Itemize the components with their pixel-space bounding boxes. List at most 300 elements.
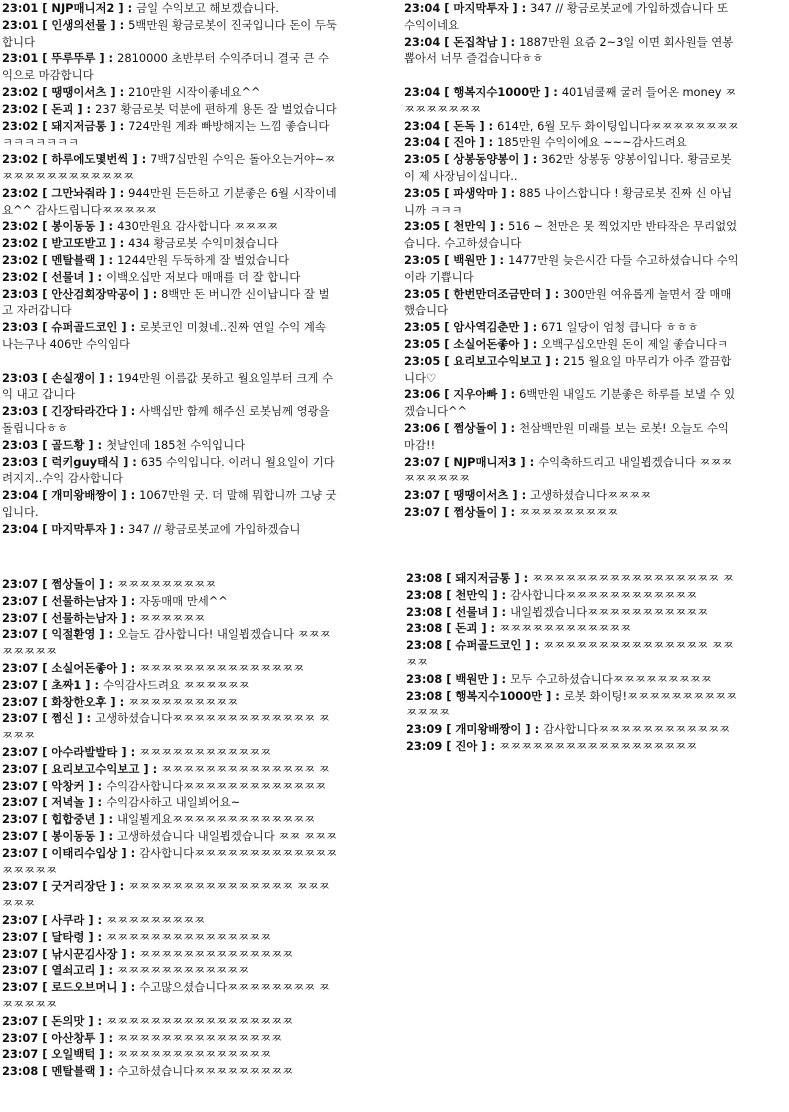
message-author: 마지막투자 — [453, 1, 509, 15]
message-header: 23:02 [ 받고또받고 ] : — [2, 236, 129, 251]
chat-log-panel-top-left — [2, 0, 338, 536]
message-author: 화창한오후 — [51, 694, 107, 709]
message-header: 23:04 [ 진아 ] : — [404, 135, 498, 150]
message-header: 23:07 [ 땡땡이서츠 ] : — [404, 488, 531, 503]
message-header: 23:09 [ 진아 ] : — [406, 738, 500, 753]
message-author: 땡땡이서츠 — [453, 488, 509, 503]
message-gap — [2, 353, 338, 370]
message-header: 23:07 [ 악창커 ] : — [2, 778, 107, 793]
message-author: 진아 — [455, 738, 478, 753]
message-author: 돈의맛 — [51, 1013, 85, 1028]
message-header: 23:07 [ 소실어돈좋아 ] : — [2, 660, 140, 675]
message-time: 23:07 — [2, 929, 39, 944]
message-header: 23:07 [ 봉이동동 ] : — [2, 828, 118, 843]
chat-message — [2, 437, 338, 454]
message-author: 낚시꾼김사장 — [51, 946, 118, 961]
message-header: 23:03 [ 손실쟁이 ] : — [2, 370, 118, 385]
message-author: 소실어돈좋아 — [51, 660, 118, 675]
message-header: 23:08 [ 선물녀 ] : — [406, 604, 511, 619]
chat-message — [2, 235, 338, 252]
message-header: 23:02 [ 돈괴 ] : — [2, 101, 96, 116]
chat-log-messages — [406, 570, 742, 755]
message-header: 23:01 [ 뚜루뚜루 ] : — [2, 51, 118, 66]
message-time: 23:06 — [404, 387, 441, 402]
message-time: 23:01 — [2, 17, 39, 32]
message-time: 23:07 — [2, 610, 39, 625]
chat-message — [406, 738, 742, 755]
message-header: 23:07 [ 쩜신 ] : — [2, 711, 96, 726]
message-header: 23:07 [ 아수라발발타 ] : — [2, 744, 140, 759]
message-text: 금일 수익보고 해보겠습니다. — [136, 1, 280, 15]
message-text: ㅉㅉㅉㅉㅉㅉㅉㅉㅉㅉㅉㅉㅉㅉㅉ — [139, 660, 305, 675]
message-time: 23:02 — [2, 236, 39, 251]
message-author: 뚜루뚜루 — [51, 51, 96, 66]
message-text: 347 // 황금로봇교에 가입하겠습니 — [128, 521, 301, 536]
chat-message — [2, 403, 338, 437]
message-header: 23:04 [ 돈집착남 ] : — [404, 34, 520, 49]
chat-message — [404, 336, 740, 353]
message-time: 23:08 — [406, 571, 443, 585]
message-header: 23:07 [ 돈의맛 ] : — [2, 1013, 107, 1028]
message-time: 23:02 — [2, 219, 39, 234]
message-header: 23:07 [ 쩜상돌이 ] : — [404, 504, 520, 519]
message-text: 5백만원 황금로봇이 진국입니다 돈이 두둑합니다 — [2, 17, 337, 49]
message-author: 힙합중년 — [51, 812, 96, 827]
message-time: 23:07 — [2, 627, 39, 642]
message-text: 사백십만 함께 해주신 로봇님께 영광을 돌립니다ㅎㅎ — [2, 404, 330, 435]
message-author: 인생의선물 — [51, 17, 107, 32]
chat-message — [2, 610, 338, 627]
message-time: 23:08 — [406, 604, 443, 619]
message-header: 23:07 [ 힙합중년 ] : — [2, 812, 118, 827]
chat-message — [2, 319, 338, 353]
message-time: 23:07 — [2, 828, 39, 843]
message-time: 23:07 — [2, 1030, 39, 1045]
message-author: 받고또받고 — [51, 236, 107, 251]
message-author: 소실어돈좋아 — [453, 336, 520, 351]
message-time: 23:05 — [404, 353, 441, 368]
message-text: ㅉㅉㅉㅉㅉㅉㅉㅉㅉㅉㅉㅉㅉㅉㅉㅉㅉ ㅉ — [532, 571, 734, 585]
message-author: 백원만 — [453, 252, 487, 267]
message-author: 지우아빠 — [453, 387, 498, 402]
message-text: 210만원 시작이좋네요^^ — [128, 84, 261, 99]
message-header: 23:07 [ 열쇠고리 ] : — [2, 963, 118, 978]
chat-message — [2, 576, 338, 593]
message-text: 1887만원 요즘 2~3일 이면 회사원들 연봉 뽑아서 너무 즐겁습니다ㅎㅎ — [404, 34, 734, 66]
chat-message — [404, 118, 740, 135]
message-time: 23:05 — [404, 286, 441, 301]
message-header: 23:03 [ 럭키guy태식 ] : — [2, 454, 141, 469]
chat-message — [2, 84, 338, 101]
chat-message — [2, 487, 338, 521]
message-author: NJP매니저3 — [453, 454, 517, 469]
message-author: 쩜상돌이 — [453, 420, 498, 435]
chat-message — [2, 744, 338, 761]
message-header: 23:07 [ 초짜1 ] : — [2, 677, 104, 692]
message-header: 23:08 [ 돼지저금통 ] : — [406, 571, 533, 585]
chat-message — [404, 454, 740, 488]
message-time: 23:08 — [2, 1064, 39, 1079]
message-time: 23:07 — [2, 980, 39, 995]
message-time: 23:08 — [406, 621, 443, 636]
chat-message — [404, 218, 740, 252]
message-gap — [404, 67, 740, 84]
message-author: 행복지수1000만 — [453, 84, 541, 99]
chat-message — [404, 420, 740, 454]
chat-message — [2, 454, 338, 488]
message-author: 선물녀 — [455, 604, 489, 619]
message-text: 7백7십만원 수익은 돌아오는거야~ㅉㅉㅉㅉㅉㅉㅉㅉㅉㅉㅉㅉㅉ — [2, 152, 336, 183]
message-author: 천만익 — [453, 219, 487, 234]
message-time: 23:02 — [2, 152, 39, 167]
chat-message — [2, 694, 338, 711]
message-time: 23:07 — [2, 744, 39, 759]
message-text: 635 수익입니다. 이러니 월요일이 기다려지지..수익 감사합니다 — [2, 454, 335, 486]
chat-message — [2, 185, 338, 219]
message-text: 수고하셨습니다ㅉㅉㅉㅉㅉㅉㅉㅉㅉ — [117, 1064, 294, 1079]
chat-message — [2, 101, 338, 118]
chat-message — [404, 134, 740, 151]
message-text: 237 황금로봇 덕분에 편하게 용돈 잘 벌었습니다 — [95, 101, 337, 116]
message-header: 23:07 [ 오일백턱 ] : — [2, 1047, 118, 1062]
message-time: 23:07 — [2, 593, 39, 608]
message-header: 23:07 [ 선물하는남자 ] : — [2, 593, 140, 608]
message-text: ㅉㅉㅉㅉㅉㅉㅉㅉㅉㅉㅉㅉㅉㅉ — [139, 946, 294, 961]
message-header: 23:02 [ 그만놔줘라 ] : — [2, 185, 129, 200]
chat-log-panel-bottom-right — [406, 570, 742, 800]
message-author: 봉이동동 — [51, 219, 96, 234]
message-text: 수고많으셨습니다ㅉㅉㅉㅉㅉㅉㅉㅉ ㅉㅉㅉㅉㅉㅉ — [2, 980, 330, 1011]
message-author: 선물녀 — [51, 269, 85, 284]
message-text: 오백구십오만원 돈이 제일 좋습니다ㅋ — [541, 336, 729, 351]
message-header: 23:08 [ 돈괴 ] : — [406, 621, 500, 636]
message-text: 215 월요일 마무리가 아주 깔끔합니다♡ — [404, 353, 732, 385]
message-header: 23:02 [ 멘탈블랙 ] : — [2, 252, 118, 267]
message-text: ㅉㅉㅉㅉㅉㅉㅉㅉㅉ — [106, 912, 206, 927]
message-header: 23:04 [ 마지막투자 ] : — [404, 1, 531, 15]
chat-message — [2, 118, 338, 152]
chat-message — [406, 570, 742, 587]
chat-message — [2, 252, 338, 269]
chat-message — [406, 587, 742, 604]
chat-message — [2, 626, 338, 660]
chat-log-messages — [2, 576, 338, 1080]
message-text: 수익축하드리고 내일뵙겠습니다 ㅉㅉㅉㅉㅉㅉㅉㅉㅉ — [404, 454, 733, 486]
chat-message — [404, 34, 740, 68]
message-header: 23:02 [ 땡땡이서츠 ] : — [2, 84, 129, 99]
message-author: 돈독 — [453, 118, 476, 133]
message-header: 23:04 [ 행복지수1000만 ] : — [404, 84, 562, 99]
message-author: 땡땡이서츠 — [51, 84, 107, 99]
message-header: 23:08 [ 천만익 ] : — [406, 587, 511, 602]
message-author: 상봉동양봉이 — [453, 152, 520, 167]
chat-message — [404, 319, 740, 336]
message-author: 파생악마 — [453, 185, 498, 200]
message-header: 23:03 [ 긴장타라간다 ] : — [2, 404, 140, 419]
message-header: 23:08 [ 슈퍼골드코인 ] : — [406, 638, 544, 653]
message-author: 개미왕배짱이 — [51, 488, 118, 503]
chat-message — [404, 504, 740, 521]
message-time: 23:06 — [404, 420, 441, 435]
chat-message — [2, 845, 338, 879]
message-author: 안산검회장막공이 — [51, 286, 140, 301]
message-time: 23:07 — [404, 488, 441, 503]
chat-message — [2, 286, 338, 320]
message-time: 23:07 — [2, 845, 39, 860]
chat-message — [2, 811, 338, 828]
message-time: 23:07 — [2, 694, 39, 709]
message-time: 23:05 — [404, 152, 441, 167]
message-author: 저녁놀 — [51, 795, 85, 810]
message-text: ㅉㅉㅉㅉㅉㅉㅉㅉㅉㅉㅉㅉㅉㅉㅉ ㅉㅉㅉㅉㅉㅉ — [2, 879, 330, 911]
message-text: 고생하셨습니다 내일뵙겠습니다 ㅉㅉ ㅉㅉㅉ — [117, 828, 338, 843]
message-time: 23:08 — [406, 671, 443, 686]
message-time: 23:04 — [404, 135, 441, 150]
message-text: 362만 상봉동 양봉이입니다. 황금로봇이 제 사장님이십니다.. — [404, 152, 732, 183]
chat-message — [2, 828, 338, 845]
chat-message — [406, 688, 742, 722]
chat-message — [404, 0, 740, 34]
message-time: 23:07 — [2, 1047, 39, 1062]
message-time: 23:05 — [404, 252, 441, 267]
message-text: ㅉㅉㅉㅉㅉㅉㅉㅉㅉㅉㅉㅉㅉㅉ ㅉ — [161, 761, 330, 776]
message-text: 724만원 계좌 빠방해지는 느낌 좋습니다 ㅋㅋㅋㅋㅋㅋㅋ — [2, 118, 330, 150]
message-text: 감사합니다ㅉㅉㅉㅉㅉㅉㅉㅉㅉㅉㅉㅉㅉ ㅉㅉㅉㅉㅉ — [2, 845, 338, 877]
message-author: 사쿠라 — [51, 912, 85, 927]
message-author: 로드오브머니 — [51, 980, 118, 995]
message-time: 23:07 — [2, 761, 39, 776]
message-time: 23:05 — [404, 185, 441, 200]
message-text: 로봇 화이팅!ㅉㅉㅉㅉㅉㅉㅉㅉㅉㅉ ㅉㅉㅉㅉ — [406, 688, 738, 720]
chat-message — [2, 1046, 338, 1063]
message-text: 401넘쿨째 굴러 들어온 money ㅉㅉㅉㅉㅉㅉㅉㅉ — [404, 84, 737, 116]
message-author: 돈집착남 — [453, 34, 498, 49]
chat-message — [2, 1030, 338, 1047]
message-header: 23:02 [ 돼지저금통 ] : — [2, 118, 129, 133]
message-time: 23:07 — [2, 660, 39, 675]
message-author: 슈퍼골드코인 — [51, 320, 118, 335]
message-text: ㅉㅉㅉㅉㅉㅉ — [139, 610, 206, 625]
chat-message — [406, 620, 742, 637]
message-text: 614만, 6월 모두 화이팅입니다ㅉㅉㅉㅉㅉㅉㅉㅉ — [497, 118, 739, 133]
message-time: 23:03 — [2, 404, 39, 419]
message-time: 23:03 — [2, 454, 39, 469]
message-time: 23:01 — [2, 1, 39, 15]
chat-message — [2, 794, 338, 811]
chat-log-messages — [2, 0, 338, 538]
message-header: 23:07 [ 낚시꾼김사장 ] : — [2, 946, 140, 961]
chat-log-panel-top-right — [404, 0, 740, 524]
chat-message — [404, 84, 740, 118]
message-text: ㅉㅉㅉㅉㅉㅉㅉㅉㅉㅉㅉㅉ — [499, 621, 632, 636]
message-header: 23:01 [ 인생의선물 ] : — [2, 17, 129, 32]
message-time: 23:07 — [2, 879, 39, 894]
message-header: 23:07 [ 이태리수입상 ] : — [2, 845, 140, 860]
message-author: 멘탈블랙 — [51, 1064, 96, 1079]
message-text: 300만원 여유롭게 놀면서 잘 매매 했습니다 — [404, 286, 732, 318]
message-author: 익절환영 — [51, 627, 96, 642]
message-author: 마지막투자 — [51, 521, 107, 536]
message-header: 23:08 [ 백원만 ] : — [406, 671, 511, 686]
chat-message — [2, 929, 338, 946]
message-author: 돼지저금통 — [51, 118, 107, 133]
message-time: 23:03 — [2, 437, 39, 452]
message-text: ㅉㅉㅉㅉㅉㅉㅉㅉㅉㅉㅉㅉㅉㅉㅉ ㅉㅉㅉㅉ — [406, 638, 734, 669]
message-header: 23:04 [ 개미왕배짱이 ] : — [2, 488, 140, 503]
message-text: 1244만원 두둑하게 잘 벌었습니다 — [117, 252, 289, 267]
message-header: 23:06 [ 지우아빠 ] : — [404, 387, 520, 402]
message-author: 악창커 — [51, 778, 85, 793]
message-author: 암사역김춘만 — [453, 320, 520, 335]
message-time: 23:03 — [2, 286, 39, 301]
message-time: 23:07 — [2, 912, 39, 927]
message-header: 23:05 [ 암사역김춘만 ] : — [404, 320, 542, 335]
message-text: 885 나이스합니다 ! 황금로봇 진짜 신 아닙니까 ㅋㅋㅋ — [404, 185, 733, 217]
message-author: 행복지수1000만 — [455, 688, 543, 703]
message-text: 8백만 돈 버니깐 신이납니다 잘 벌고 자러갑니다 — [2, 286, 330, 318]
message-text: 516 ~ 천만은 못 찍었지만 반타작은 무리없었습니다. 수고하셨습니다 — [404, 219, 738, 251]
message-text: 고생하셨습니다ㅉㅉㅉㅉㅉㅉㅉㅉㅉㅉㅉㅉㅉ ㅉㅉㅉㅉ — [2, 711, 330, 743]
message-text: 2810000 초반부터 수익주더니 결국 큰 수익으로 마감합니다 — [2, 51, 329, 83]
message-time: 23:07 — [2, 963, 39, 978]
message-text: ㅉㅉㅉㅉㅉㅉㅉㅉㅉㅉㅉㅉ — [117, 963, 250, 978]
message-text: ㅉㅉㅉㅉㅉㅉㅉㅉㅉㅉ — [128, 694, 239, 709]
message-time: 23:05 — [404, 320, 441, 335]
message-author: 초짜1 — [51, 677, 82, 692]
message-time: 23:02 — [2, 185, 39, 200]
message-author: 열쇠고리 — [51, 963, 96, 978]
chat-log-messages — [404, 0, 740, 521]
message-header: 23:03 [ 슈퍼골드코인 ] : — [2, 320, 140, 335]
chat-message — [404, 185, 740, 219]
message-time: 23:09 — [406, 738, 443, 753]
message-text: ㅉㅉㅉㅉㅉㅉㅉㅉㅉㅉㅉㅉㅉㅉㅉㅉㅉ — [106, 1013, 294, 1028]
chat-message — [2, 151, 338, 185]
message-time: 23:02 — [2, 101, 39, 116]
message-author: 쩜상돌이 — [51, 577, 96, 591]
message-header: 23:05 [ 천만익 ] : — [404, 219, 509, 234]
message-header: 23:07 [ 저녁놀 ] : — [2, 795, 107, 810]
message-header: 23:05 [ 요리보고수익보고 ] : — [404, 353, 564, 368]
chat-message — [2, 1063, 338, 1080]
message-text: 347 // 황금로봇교에 가입하겠습니다 또 수익이네요 — [404, 1, 729, 32]
message-text: 감사합니다ㅉㅉㅉㅉㅉㅉㅉㅉㅉㅉㅉㅉ — [510, 587, 698, 602]
chat-message — [2, 946, 338, 963]
chat-message — [2, 370, 338, 404]
message-header: 23:04 [ 돈독 ] : — [404, 118, 498, 133]
message-header: 23:07 [ 익절환영 ] : — [2, 627, 118, 642]
chat-message — [404, 386, 740, 420]
message-text: ㅉㅉㅉㅉㅉㅉㅉㅉㅉㅉㅉㅉㅉㅉㅉ — [106, 929, 272, 944]
chat-message — [404, 151, 740, 185]
message-author: 하루에도몇번씩 — [51, 152, 129, 167]
message-time: 23:03 — [2, 370, 39, 385]
message-text: ㅉㅉㅉㅉㅉㅉㅉㅉㅉㅉㅉㅉㅉㅉ — [117, 1047, 272, 1062]
message-header: 23:05 [ 파생악마 ] : — [404, 185, 520, 200]
chat-message — [2, 979, 338, 1013]
message-text: 내일뵙겠습니다ㅉㅉㅉㅉㅉㅉㅉㅉㅉㅉㅉ — [510, 604, 709, 619]
message-time: 23:04 — [2, 521, 39, 536]
message-author: 아수라발발타 — [51, 744, 118, 759]
chat-message — [2, 778, 338, 795]
message-time: 23:07 — [2, 778, 39, 793]
message-text: ㅉㅉㅉㅉㅉㅉㅉㅉㅉ — [117, 577, 217, 591]
message-time: 23:07 — [404, 504, 441, 519]
chat-message — [2, 962, 338, 979]
message-author: 멘탈블랙 — [51, 252, 96, 267]
chat-message — [2, 761, 338, 778]
message-header: 23:08 [ 행복지수1000만 ] : — [406, 688, 564, 703]
message-text: 194만원 이름값 못하고 월요일부터 크게 수익 내고 갑니다 — [2, 370, 333, 402]
chat-message — [2, 218, 338, 235]
message-time: 23:07 — [2, 577, 39, 591]
message-time: 23:02 — [2, 269, 39, 284]
message-header: 23:04 [ 마지막투자 ] : — [2, 521, 129, 536]
message-author: 럭키guy태식 — [51, 454, 120, 469]
message-author: 한번만더조금만더 — [453, 286, 542, 301]
chat-message — [2, 1013, 338, 1030]
message-text: 수익감사드려요 ㅉㅉㅉㅉㅉㅉ — [103, 677, 250, 692]
message-header: 23:02 [ 봉이동동 ] : — [2, 219, 118, 234]
chat-message — [2, 660, 338, 677]
message-author: 굿거리장단 — [51, 879, 107, 894]
message-time: 23:09 — [406, 722, 443, 737]
chat-message — [2, 50, 338, 84]
message-time: 23:08 — [406, 587, 443, 602]
message-text: 첫날인데 185천 수익입니다 — [106, 437, 246, 452]
message-header: 23:03 [ 안산검회장막공이 ] : — [2, 286, 162, 301]
message-time: 23:02 — [2, 118, 39, 133]
message-text: 430만원요 감사합니다 ㅉㅉㅉㅉ — [117, 219, 279, 234]
message-header: 23:07 [ 사쿠라 ] : — [2, 912, 107, 927]
message-time: 23:05 — [404, 219, 441, 234]
message-author: 봉이동동 — [51, 828, 96, 843]
message-time: 23:07 — [2, 1013, 39, 1028]
chat-message — [2, 677, 338, 694]
message-author: 진아 — [453, 135, 476, 150]
message-time: 23:07 — [2, 812, 39, 827]
message-text: 수익감사합니다ㅉㅉㅉㅉㅉㅉㅉㅉㅉㅉㅉㅉㅉ — [106, 778, 327, 793]
message-author: 돈괴 — [455, 621, 478, 636]
chat-message — [406, 604, 742, 621]
message-author: 달타령 — [51, 929, 85, 944]
message-text: 천삼백만원 미래를 보는 로봇! 오늘도 수익 마감!! — [404, 420, 729, 452]
message-header: 23:07 [ 로드오브머니 ] : — [2, 980, 140, 995]
message-time: 23:05 — [404, 336, 441, 351]
message-time: 23:03 — [2, 320, 39, 335]
message-header: 23:07 [ 아산창투 ] : — [2, 1030, 118, 1045]
chat-message — [2, 0, 338, 17]
message-header: 23:09 [ 개미왕배짱이 ] : — [406, 722, 544, 737]
message-author: 요리보고수익보고 — [51, 761, 140, 776]
message-header: 23:07 [ 요리보고수익보고 ] : — [2, 761, 162, 776]
message-time: 23:04 — [404, 118, 441, 133]
chat-message — [404, 252, 740, 286]
message-header: 23:07 [ 쩜상돌이 ] : — [2, 577, 118, 591]
message-header: 23:02 [ 하루에도몇번씩 ] : — [2, 152, 151, 167]
chat-message — [2, 912, 338, 929]
message-author: 돈괴 — [51, 101, 74, 116]
message-author: 요리보고수익보고 — [453, 353, 542, 368]
message-text: 자동매매 만세^^ — [139, 593, 228, 608]
chat-message — [404, 286, 740, 320]
message-text: 1067만원 굿. 더 말해 뭐합니까 그냥 굿입니다. — [2, 488, 337, 519]
message-text: 944만원 든든하고 기분좋은 6월 시작이네요^^ 감사드립니다ㅉㅉㅉㅉㅉ — [2, 185, 337, 217]
message-header: 23:05 [ 상봉동양봉이 ] : — [404, 152, 542, 167]
message-text: 6백만원 내일도 기분좋은 하루를 보낼 수 있겠습니다^^ — [404, 387, 736, 419]
message-header: 23:05 [ 소실어돈좋아 ] : — [404, 336, 542, 351]
chat-message — [406, 721, 742, 738]
